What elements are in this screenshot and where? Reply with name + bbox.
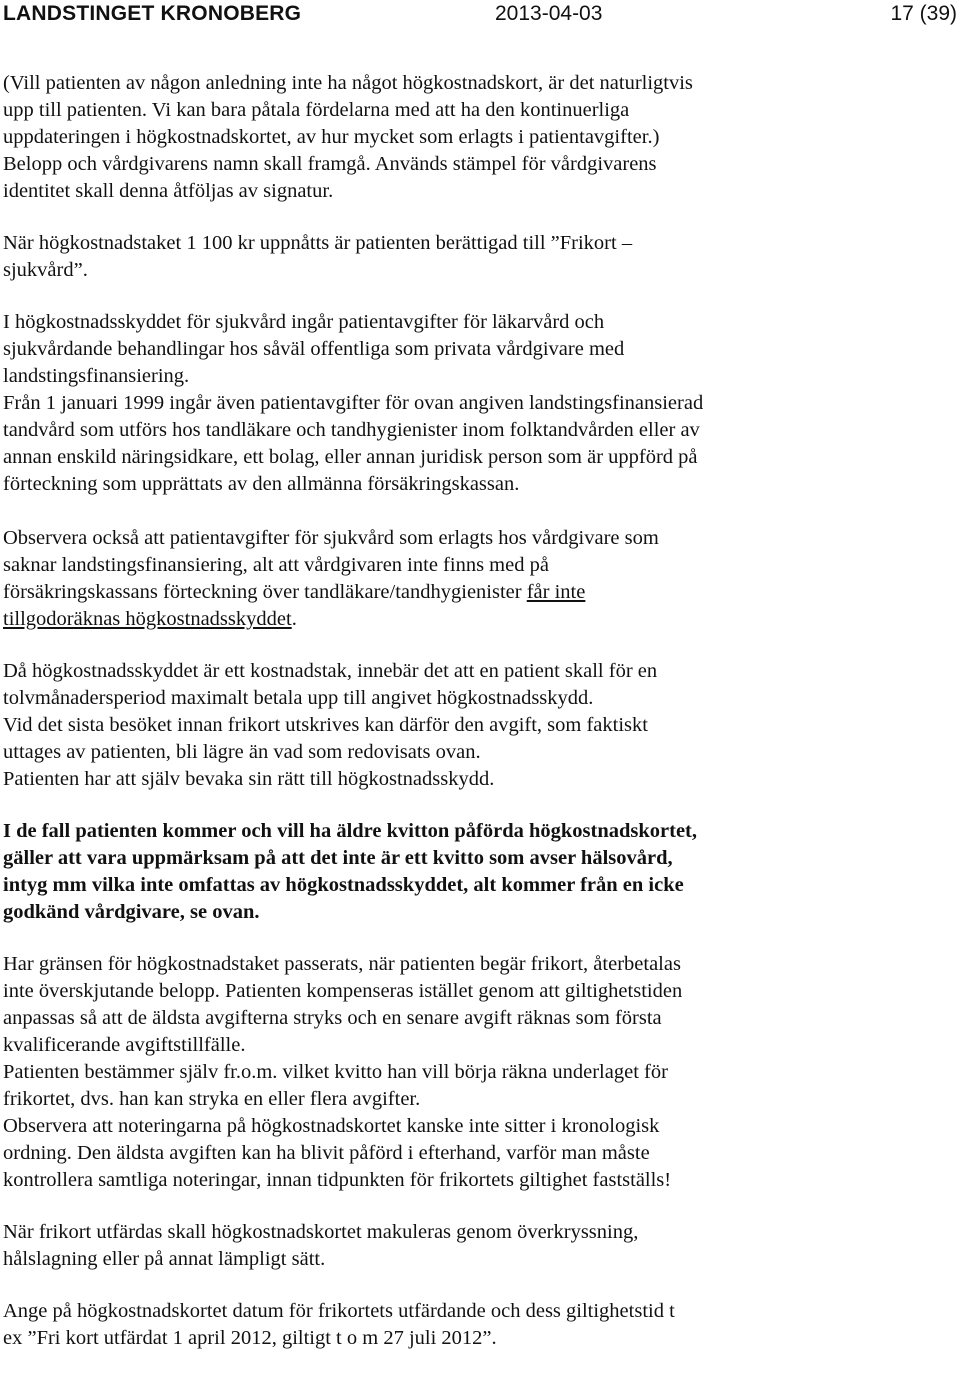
text-line: saknar landstingsfinansiering, alt att vårdgivaren inte finns med på: [3, 554, 549, 576]
paragraph-cost-cap-period: [3, 658, 955, 793]
text-line: I de fall patienten kommer och vill ha äldre kvitton påförda högkostnadskortet,: [3, 820, 698, 842]
paragraph-coverage: [3, 309, 955, 498]
document-body: [3, 70, 955, 1352]
text-line: sjukvård”.: [3, 259, 88, 281]
text-line: Har gränsen för högkostnadstaket passerats, när patienten begär frikort, återbetalas: [3, 953, 681, 975]
text-span: .: [291, 608, 297, 630]
text-line: gäller att vara uppmärksam på att det inte är ett kvitto som avser hälsovård,: [3, 847, 673, 869]
paragraph-old-receipts-warning: [3, 818, 955, 926]
text-line: landstingsfinansiering.: [3, 365, 190, 387]
text-line: hålslagning eller på annat lämpligt sätt.: [3, 1248, 326, 1270]
text-line: När högkostnadstaket 1 100 kr uppnåtts är patienten berättigad till ”Frikort –: [3, 232, 633, 254]
text-line: Då högkostnadsskyddet är ett kostnadstak, innebär det att en patient skall för en: [3, 660, 658, 682]
underlined-text: får inte: [526, 581, 586, 603]
text-line: ex ”Fri kort utfärdat 1 april 2012, giltigt t o m 27 juli 2012”.: [3, 1327, 497, 1349]
text-line: När frikort utfärdas skall högkostnadskortet makuleras genom överkryssning,: [3, 1221, 639, 1243]
text-line: Patienten har att själv bevaka sin rätt till högkostnadsskydd.: [3, 768, 495, 790]
text-line: förteckning som upprättats av den allmänna försäkringskassan.: [3, 473, 520, 495]
text-line: intyg mm vilka inte omfattas av högkostnadsskyddet, alt kommer från en icke: [3, 874, 684, 896]
text-line: frikortet, dvs. han kan stryka en eller flera avgifter.: [3, 1088, 421, 1110]
paragraph-refund-rules: [3, 951, 955, 1194]
text-line: [3, 606, 955, 633]
text-line: Från 1 januari 1999 ingår även patientavgifter för ovan angiven landstingsfinansierad: [3, 392, 704, 414]
text-line: Belopp och vårdgivarens namn skall framgå. Används stämpel för vårdgivarens: [3, 153, 657, 175]
text-line: anpassas så att de äldsta avgifterna stryks och en senare avgift räknas som första: [3, 1007, 662, 1029]
text-line: identitet skall denna åtföljas av signatur.: [3, 180, 334, 202]
paragraph-observe-financing: [3, 525, 955, 633]
text-line: ordning. Den äldsta avgiften kan ha blivit påförd i efterhand, varför man måste: [3, 1142, 650, 1164]
text-line: annan enskild näringsidkare, ett bolag, eller annan juridisk person som är uppförd på: [3, 446, 698, 468]
text-line: Patienten bestämmer själv fr.o.m. vilket kvitto han vill börja räkna underlaget för: [3, 1061, 668, 1083]
text-line: Observera också att patientavgifter för sjukvård som erlagts hos vårdgivare som: [3, 527, 659, 549]
paragraph-card-cancellation: [3, 1219, 955, 1273]
text-line: uppdateringen i högkostnadskortet, av hur mycket som erlagts i patientavgifter.): [3, 126, 660, 148]
text-line: kvalificerande avgiftstillfälle.: [3, 1034, 246, 1056]
organization-name: LANDSTINGET KRONOBERG: [3, 2, 302, 25]
text-line: Observera att noteringarna på högkostnadskortet kanske inte sitter i kronologisk: [3, 1115, 660, 1137]
paragraph-validity-date: [3, 1298, 955, 1352]
text-line: Ange på högkostnadskortet datum för frikortets utfärdande och dess giltighetstid t: [3, 1300, 675, 1322]
text-line: [3, 579, 955, 606]
page-number: 17 (39): [890, 2, 957, 25]
text-line: kontrollera samtliga noteringar, innan tidpunkten för frikortets giltighet fastställs!: [3, 1169, 672, 1191]
text-line: tandvård som utförs hos tandläkare och tandhygienister inom folktandvården eller av: [3, 419, 700, 441]
text-line: upp till patienten. Vi kan bara påtala fördelarna med att ha den kontinuerliga: [3, 99, 630, 121]
paragraph-patient-card: [3, 70, 955, 205]
text-line: sjukvårdande behandlingar hos såväl offentliga som privata vårdgivare med: [3, 338, 625, 360]
paragraph-cost-ceiling: [3, 230, 955, 284]
text-line: I högkostnadsskyddet för sjukvård ingår patientavgifter för läkarvård och: [3, 311, 605, 333]
text-line: inte överskjutande belopp. Patienten kompenseras istället genom att giltighetstiden: [3, 980, 683, 1002]
text-line: tolvmånadersperiod maximalt betala upp till angivet högkostnadsskydd.: [3, 687, 594, 709]
underlined-text: tillgodoräknas högkostnadsskyddet: [3, 608, 292, 630]
text-line: Vid det sista besöket innan frikort utskrives kan därför den avgift, som faktiskt: [3, 714, 648, 736]
text-line: (Vill patienten av någon anledning inte ha något högkostnadskort, är det naturligtvis: [3, 72, 693, 94]
text-span: försäkringskassans förteckning över tandläkare/tandhygienister: [3, 581, 527, 603]
text-line: godkänd vårdgivare, se ovan.: [3, 901, 260, 923]
document-date: 2013-04-03: [495, 2, 603, 25]
page-header: [0, 0, 960, 40]
text-line: uttages av patienten, bli lägre än vad som redovisats ovan.: [3, 741, 481, 763]
